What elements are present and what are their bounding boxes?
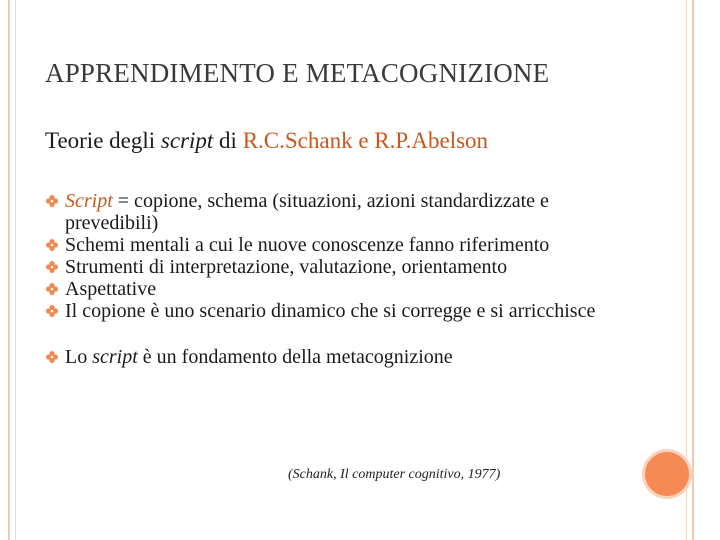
bullet-suffix: è un fondamento della metacognizione — [137, 346, 453, 368]
bullet-text: Schemi mentali a cui le nuove conoscenze fanno riferimento — [65, 234, 550, 256]
flower-bullet-icon — [45, 194, 59, 208]
flower-bullet-icon — [45, 350, 59, 364]
bullet-item — [45, 278, 605, 300]
flower-bullet-icon — [45, 304, 59, 318]
bullet-prefix: Lo — [65, 346, 93, 368]
bullet-item — [45, 346, 605, 368]
flower-bullet-icon — [45, 260, 59, 274]
subtitle-middle: di — [213, 128, 243, 153]
subtitle-authors: R.C.Schank e R.P.Abelson — [242, 128, 489, 153]
bullet-text: Il copione è uno scenario dinamico che si corregge e si arricchisce — [65, 300, 596, 322]
bullet-script-word: Script — [65, 190, 113, 212]
slide-subtitle — [45, 128, 488, 154]
bullet-text: = copione, schema (situazioni, azioni standardizzate e prevedibili) — [65, 190, 549, 234]
bullet-item — [45, 256, 605, 278]
flower-bullet-icon — [45, 282, 59, 296]
bullet-item — [45, 234, 605, 256]
slide-title: APPRENDIMENTO E METACOGNIZIONE — [45, 58, 550, 88]
subtitle-script-word: script — [160, 128, 214, 153]
flower-bullet-icon — [45, 238, 59, 252]
bullet-text: Aspettative — [65, 278, 157, 300]
bullet-item — [45, 190, 605, 234]
bullet-item — [45, 300, 605, 322]
decorative-circle — [642, 449, 692, 499]
citation: (Schank, Il computer cognitivo, 1977) — [288, 467, 501, 482]
bullet-script-word: script — [92, 346, 138, 368]
bullet-list — [45, 190, 605, 368]
bullet-text: Strumenti di interpretazione, valutazione, orientamento — [65, 256, 508, 278]
subtitle-prefix: Teorie degli — [45, 128, 161, 153]
